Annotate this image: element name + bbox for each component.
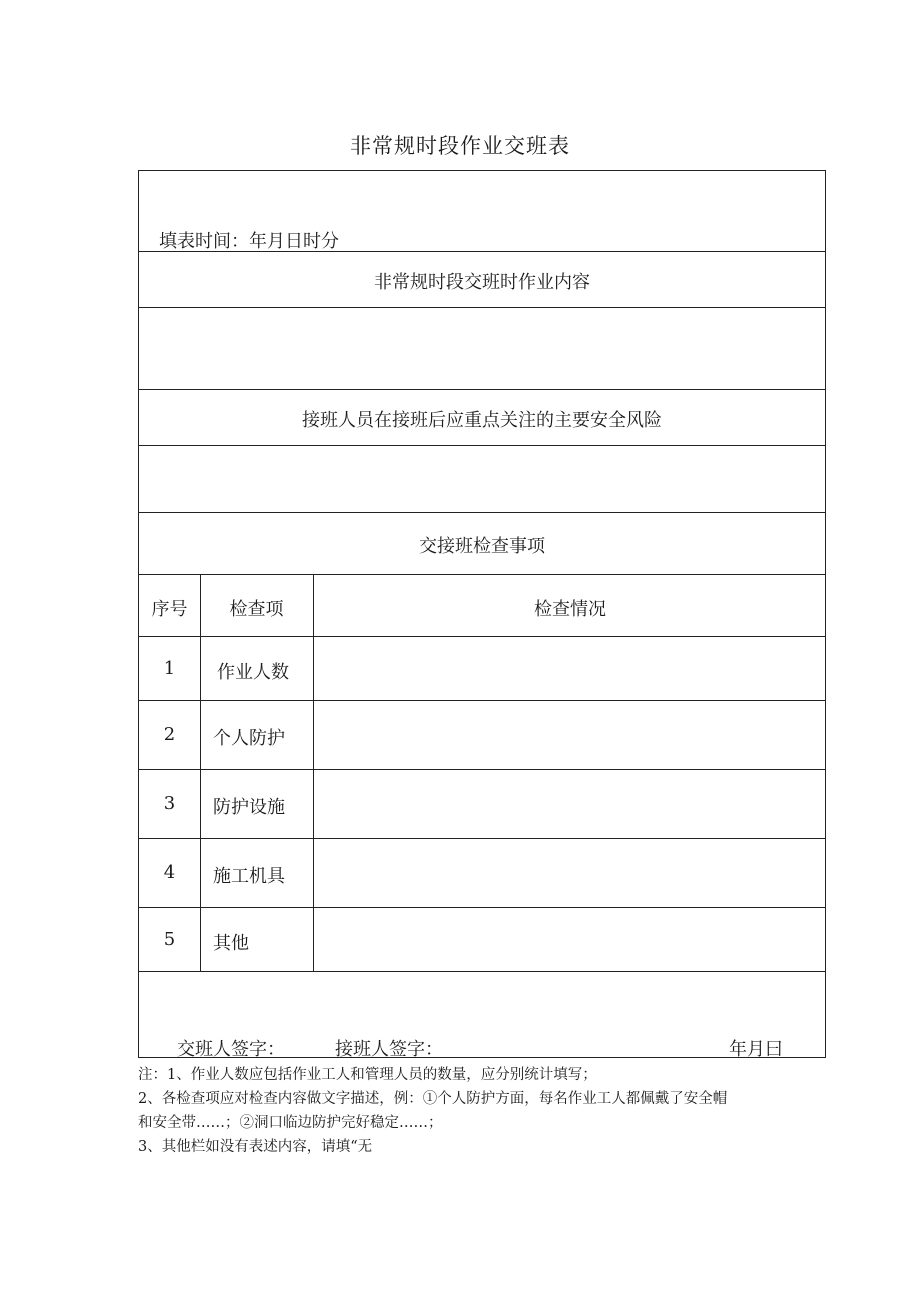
row-divider [139,971,825,972]
row-check-item: 作业人数 [217,662,289,683]
column-divider [200,574,201,971]
header-status: 检查情况 [534,599,606,620]
fill-time-label: 填表时间：年月日时分 [159,231,339,252]
row-check-item: 施工机具 [213,866,285,887]
row-check-item: 个人防护 [213,728,285,749]
row-divider [139,307,825,308]
row-divider [139,574,825,575]
column-divider [313,574,314,971]
section-checks-heading: 交接班检查事项 [419,536,545,557]
row-divider [139,769,825,770]
page-title: 非常规时段作业交班表 [350,134,570,158]
row-divider [139,389,825,390]
row-number: 1 [163,658,176,679]
row-divider [139,445,825,446]
row-number: 5 [163,929,176,950]
note-line: 注：1、作业人数应包括作业工人和管理人员的数量，应分别统计填写； [138,1067,597,1083]
note-line: 2、各检查项应对检查内容做文字描述，例：①个人防护方面，每名作业工人都佩戴了安全帽 [138,1091,728,1107]
row-divider [139,700,825,701]
row-divider [139,838,825,839]
takeover-signature-label: 接班人签字： [335,1039,443,1060]
row-divider [139,636,825,637]
note-line: 3、其他栏如没有表述内容，请填“无 [138,1139,373,1155]
row-check-item: 其他 [213,933,249,954]
row-number: 3 [163,793,176,814]
row-number: 2 [163,724,176,745]
signature-date-label: 年月曰 [729,1039,783,1060]
note-line: 和安全带……；②洞口临边防护完好稳定……； [138,1115,443,1131]
section-risks-heading: 接班人员在接班后应重点关注的主要安全风险 [302,410,662,431]
row-divider [139,907,825,908]
handover-signature-label: 交班人签字： [177,1039,285,1060]
section-work-content-heading: 非常规时段交班时作业内容 [374,272,590,293]
row-check-item: 防护设施 [213,797,285,818]
row-divider [139,512,825,513]
notes [138,1063,838,1159]
header-item: 检查项 [229,599,284,620]
handover-form [138,170,826,1058]
header-no: 序号 [151,599,188,620]
row-number: 4 [163,862,176,883]
